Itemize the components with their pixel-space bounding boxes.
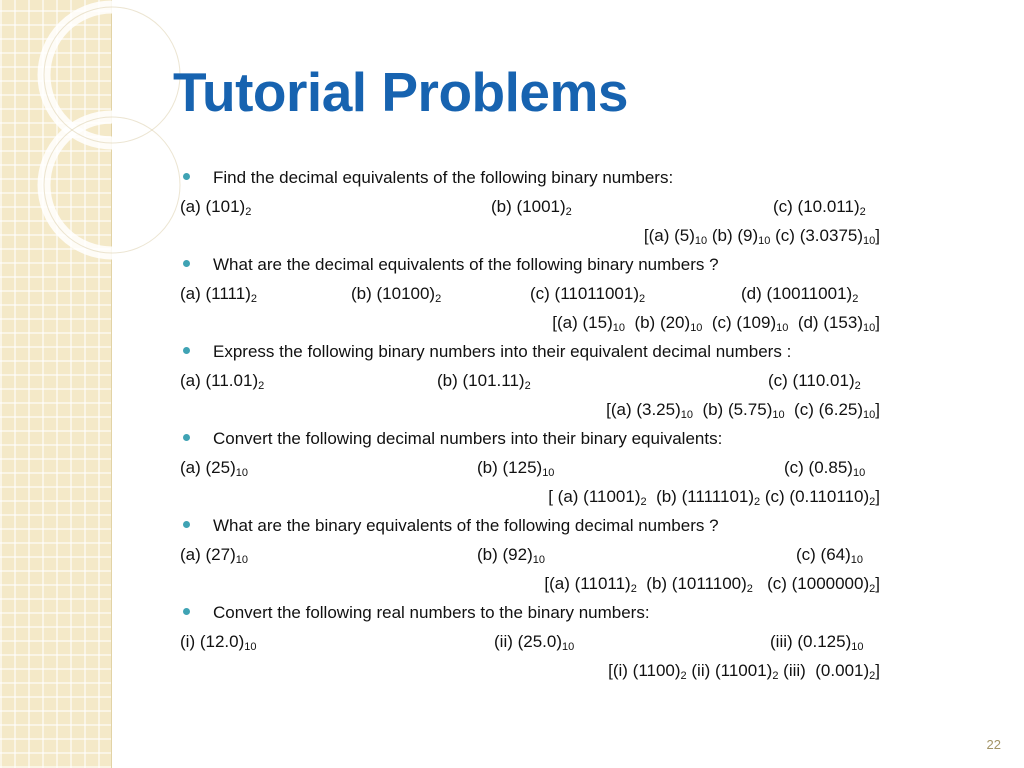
answer-base: 2 xyxy=(869,583,876,595)
item-label: (d) (10011001) xyxy=(741,284,853,303)
item-label: (iii) (0.125) xyxy=(770,632,852,651)
answer-text: (c) (1000000) xyxy=(752,574,870,593)
problem-item xyxy=(784,453,865,482)
problem-item xyxy=(180,366,264,395)
item-label: (c) (0.85) xyxy=(784,458,853,477)
answer-row xyxy=(180,308,880,337)
item-base: 2 xyxy=(258,380,265,392)
item-label: (b) (101.11) xyxy=(437,371,525,390)
answer-base: 2 xyxy=(746,583,753,595)
page-number: 22 xyxy=(986,737,1001,752)
problem-list xyxy=(180,163,880,685)
question-bullet xyxy=(180,424,880,453)
answer-base: 10 xyxy=(863,235,876,247)
answer-base: 10 xyxy=(612,322,625,334)
answer-row xyxy=(180,221,880,250)
bullet-dot-icon xyxy=(183,347,190,354)
bullet-dot-icon xyxy=(183,434,190,441)
answer-text: ] xyxy=(875,487,880,506)
items-row xyxy=(180,540,880,569)
problem-item xyxy=(180,627,256,656)
item-base: 10 xyxy=(562,641,575,653)
item-base: 10 xyxy=(235,467,248,479)
answer-base: 10 xyxy=(680,409,693,421)
slide-title: Tutorial Problems xyxy=(173,61,628,123)
problem-item xyxy=(494,627,574,656)
answer-text: (iii) (0.001) xyxy=(778,661,870,680)
item-label: (a) (11.01) xyxy=(180,371,259,390)
answer-base: 10 xyxy=(772,409,785,421)
question-text: What are the binary equivalents of the following decimal numbers ? xyxy=(213,516,719,535)
answer-text: (ii) (11001) xyxy=(686,661,773,680)
question-bullet xyxy=(180,163,880,192)
answer-base: 10 xyxy=(694,235,708,247)
decorative-rings xyxy=(0,0,200,300)
item-label: (c) (64) xyxy=(796,545,851,564)
item-label: (c) (10.011) xyxy=(773,197,860,216)
item-label: (a) (27) xyxy=(180,545,236,564)
item-base: 2 xyxy=(245,206,252,218)
problem-item xyxy=(796,540,863,569)
item-base: 2 xyxy=(250,293,257,305)
answer-base: 2 xyxy=(869,670,876,682)
answer-text: [ (a) (11001) xyxy=(548,487,641,506)
problem-item xyxy=(477,453,554,482)
answer-row xyxy=(180,482,880,511)
answer-base: 10 xyxy=(758,235,771,247)
item-label: (c) (110.01) xyxy=(768,371,855,390)
answer-text: (c) (3.0375) xyxy=(770,226,864,245)
answer-base: 2 xyxy=(630,583,637,595)
problem-item xyxy=(491,192,572,221)
problem-item xyxy=(741,279,858,308)
answer-base: 2 xyxy=(772,670,779,682)
answer-text: [(i) (1100) xyxy=(608,661,681,680)
items-row xyxy=(180,279,880,308)
answer-text: (d) (153) xyxy=(788,313,864,332)
answer-text: [(a) (11011) xyxy=(544,574,631,593)
answer-text: (b) (1011100) xyxy=(636,574,747,593)
item-base: 10 xyxy=(235,554,248,566)
item-base: 2 xyxy=(854,380,861,392)
item-base: 10 xyxy=(852,467,866,479)
problem-item xyxy=(180,453,248,482)
bullet-dot-icon xyxy=(183,260,190,267)
answer-base: 10 xyxy=(690,322,703,334)
answer-text: ] xyxy=(875,574,880,593)
item-label: (c) (11011001) xyxy=(530,284,639,303)
bullet-dot-icon xyxy=(183,608,190,615)
question-bullet xyxy=(180,511,880,540)
answer-base: 10 xyxy=(863,409,876,421)
question-text: Convert the following decimal numbers into their binary equivalents: xyxy=(213,429,723,448)
item-label: (b) (125) xyxy=(477,458,543,477)
question-bullet xyxy=(180,598,880,627)
item-label: (b) (1001) xyxy=(491,197,566,216)
bullet-dot-icon xyxy=(183,173,190,180)
answer-base: 2 xyxy=(869,496,876,508)
question-bullet xyxy=(180,250,880,279)
answer-text: (b) (1111101) xyxy=(646,487,755,506)
question-text: What are the decimal equivalents of the following binary numbers ? xyxy=(213,255,719,274)
problem-item xyxy=(477,540,545,569)
problem-item xyxy=(770,627,864,656)
item-base: 2 xyxy=(852,293,859,305)
problem-item xyxy=(768,366,861,395)
item-base: 10 xyxy=(850,554,864,566)
item-base: 2 xyxy=(435,293,442,305)
problem-item xyxy=(530,279,645,308)
items-row xyxy=(180,366,880,395)
item-label: (b) (92) xyxy=(477,545,533,564)
answer-text: (c) (0.110110) xyxy=(760,487,870,506)
item-base: 2 xyxy=(638,293,646,305)
answer-row xyxy=(180,569,880,598)
answer-text: (b) (9) xyxy=(707,226,759,245)
problem-item xyxy=(180,540,248,569)
problem-item xyxy=(773,192,866,221)
answer-text: ] xyxy=(875,400,880,419)
answer-base: 10 xyxy=(776,322,789,334)
item-base: 10 xyxy=(542,467,555,479)
item-base: 10 xyxy=(851,641,864,653)
problem-item xyxy=(351,279,441,308)
problem-item xyxy=(180,279,257,308)
question-text: Convert the following real numbers to the binary numbers: xyxy=(213,603,650,622)
answer-row xyxy=(180,395,880,424)
item-label: (a) (25) xyxy=(180,458,236,477)
answer-text: [(a) (3.25) xyxy=(606,400,681,419)
answer-text: (c) (109) xyxy=(702,313,777,332)
items-row xyxy=(180,453,880,482)
answer-text: (c) (6.25) xyxy=(784,400,864,419)
bullet-dot-icon xyxy=(183,521,190,528)
item-label: (a) (101) xyxy=(180,197,246,216)
answer-row xyxy=(180,656,880,685)
item-label: (ii) (25.0) xyxy=(494,632,563,651)
items-row xyxy=(180,192,880,221)
answer-text: [(a) (15) xyxy=(552,313,613,332)
answer-base: 10 xyxy=(863,322,876,334)
answer-text: (b) (5.75) xyxy=(693,400,773,419)
item-base: 2 xyxy=(524,380,531,392)
item-base: 2 xyxy=(859,206,866,218)
answer-base: 2 xyxy=(680,670,687,682)
answer-base: 2 xyxy=(754,496,761,508)
item-label: (a) (1111) xyxy=(180,284,251,303)
answer-text: ] xyxy=(875,226,880,245)
question-text: Find the decimal equivalents of the following binary numbers: xyxy=(213,168,674,187)
answer-text: (b) (20) xyxy=(625,313,691,332)
item-label: (i) (12.0) xyxy=(180,632,245,651)
answer-base: 2 xyxy=(640,496,647,508)
problem-item xyxy=(180,192,251,221)
answer-text: [(a) (5) xyxy=(643,226,695,245)
question-text: Express the following binary numbers into their equivalent decimal numbers : xyxy=(213,342,792,361)
item-label: (b) (10100) xyxy=(351,284,436,303)
answer-text: ] xyxy=(875,661,880,680)
problem-item xyxy=(437,366,531,395)
question-bullet xyxy=(180,337,880,366)
item-base: 2 xyxy=(565,206,572,218)
item-base: 10 xyxy=(244,641,257,653)
items-row xyxy=(180,627,880,656)
item-base: 10 xyxy=(532,554,545,566)
answer-text: ] xyxy=(875,313,880,332)
